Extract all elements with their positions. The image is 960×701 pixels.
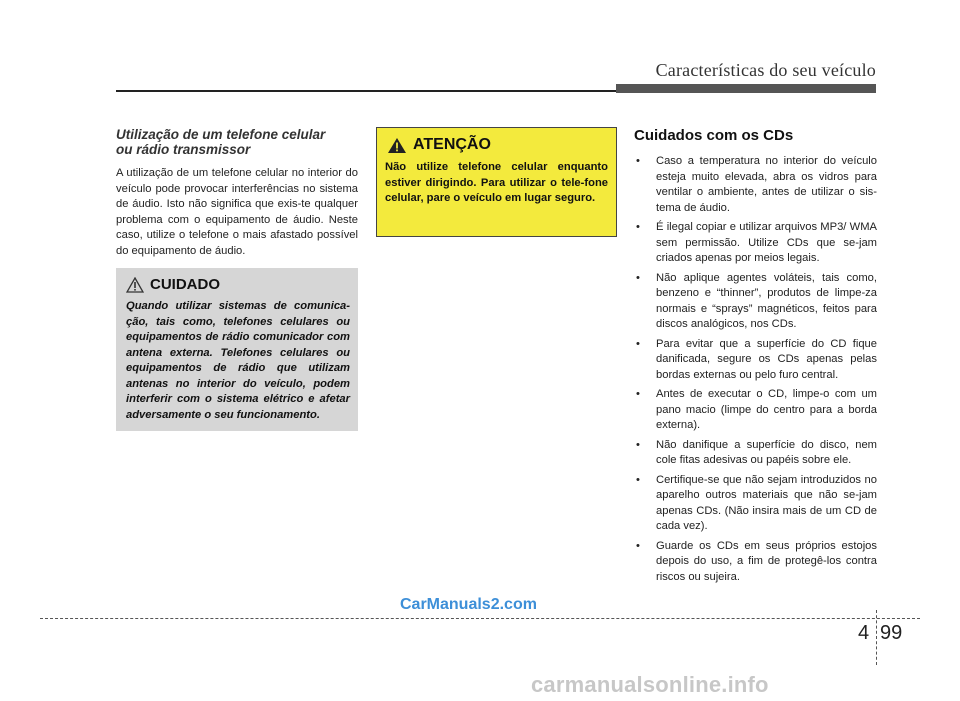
list-item xyxy=(634,337,877,384)
page-number: 99 xyxy=(880,622,903,644)
warning-title: ATENÇÃO xyxy=(413,136,491,153)
phone-section-body: A utilização de um telefone celular no interior do veículo pode provocar interferências no sistema de áudio. Isto não significa que exis-te qualquer problema com o equipamento de áudio. Neste caso, utilize o telefone o mais afastado possível do equipamento de áudio. xyxy=(116,167,358,257)
phone-section-title-line1: Utilização de um telefone celular xyxy=(116,127,326,142)
list-item xyxy=(634,220,877,267)
footer-page-divider xyxy=(876,610,877,665)
list-item xyxy=(634,438,877,469)
page-header-title: Características do seu veículo xyxy=(655,60,876,80)
phone-section-title xyxy=(116,127,358,157)
caution-text: Quando utilizar sistemas de comunica-ção, tais como, telefones celulares ou equipamentos de rádio comunicador com antena externa. Telefones celulares ou equipamentos de rádio que utilizam antenas no interior do veículo, podem interferir com o sistema elétrico e afetar adversamente o seu funcionamento. xyxy=(126,300,350,421)
list-item-text: Não danifique a superfície do disco, nem cole fitas adesivas ou papéis sobre ele. xyxy=(656,438,877,466)
chapter-number: 4 xyxy=(858,622,870,644)
bullet-mark: • xyxy=(636,438,640,451)
bullet-mark: • xyxy=(636,337,640,350)
watermark-footer: carmanualsonline.info xyxy=(531,672,769,697)
bullet-mark: • xyxy=(636,388,640,400)
list-item xyxy=(634,387,877,434)
list-item xyxy=(634,473,877,535)
list-item-text: Antes de executar o CD, limpe-o com um pano macio (limpe do centro para a borda externa). xyxy=(656,388,877,431)
list-item-text: Não aplique agentes voláteis, tais como, benzeno e “thinner”, produtos de limpe-za normais e “sprays” magnéticos, feitos para discos analógicos, nos CDs. xyxy=(656,271,877,330)
list-item-text: Para evitar que a superfície do CD fique danificada, segure os CDs apenas pelas bordas externas ou pelo furo central. xyxy=(656,337,877,381)
watermark-link[interactable]: CarManuals2.com xyxy=(400,596,537,613)
bullet-mark: • xyxy=(636,539,640,552)
list-item-text: Certifique-se que não sejam introduzidos no aparelho outros materiais que não se-jam apenas CDs. (Não insira mais de um CD de cada vez). xyxy=(656,473,877,532)
list-item xyxy=(634,271,877,333)
warning-header xyxy=(377,128,616,154)
footer-divider xyxy=(40,618,920,619)
list-item xyxy=(634,154,877,216)
list-item-text: Caso a temperatura no interior do veículo esteja muito elevada, abra os vidros para ventilar o ambiente, antes de utilizar o sis-tema de áudio. xyxy=(656,155,877,214)
header-rule-accent xyxy=(616,84,876,93)
list-item-text: Guarde os CDs em seus próprios estojos depois do uso, a fim de protegê-los contra riscos ou sujeira. xyxy=(656,539,877,583)
warning-text: Não utilize telefone celular enquanto estiver dirigindo. Para utilizar o tele-fone celular, pare o veículo em lugar seguro. xyxy=(385,161,608,204)
bullet-mark: • xyxy=(636,271,640,284)
bullet-mark: • xyxy=(636,473,640,486)
phone-section-title-line2: ou rádio transmissor xyxy=(116,142,251,157)
list-item xyxy=(634,539,877,586)
caution-box xyxy=(116,268,358,431)
bullet-mark: • xyxy=(636,155,640,167)
list-item-text: É ilegal copiar e utilizar arquivos MP3/ WMA sem permissão. Utilize CDs que se-jam criados apenas por meios legais. xyxy=(656,221,877,264)
cd-care-title: Cuidados com os CDs xyxy=(634,127,794,144)
warning-box xyxy=(376,127,617,237)
warning-triangle-icon xyxy=(387,137,407,154)
header-rule xyxy=(116,90,616,92)
cd-care-list xyxy=(634,154,877,585)
warning-triangle-icon xyxy=(126,277,144,293)
caution-title: CUIDADO xyxy=(150,276,220,293)
left-column xyxy=(116,127,358,260)
right-column xyxy=(634,127,877,589)
caution-header xyxy=(116,268,358,293)
bullet-mark: • xyxy=(636,221,640,233)
